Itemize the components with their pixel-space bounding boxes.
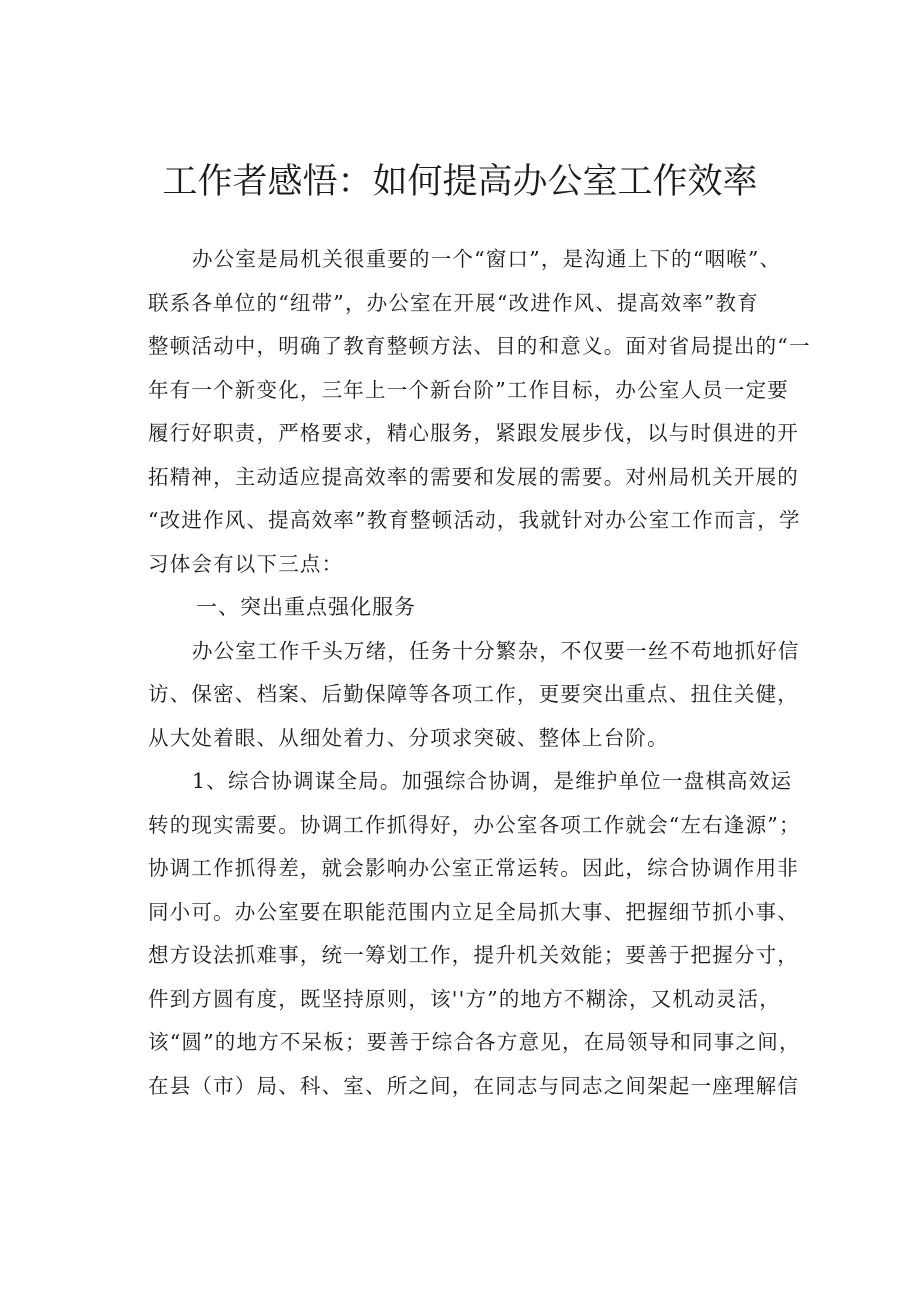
text-line: 联系各单位的“纽带”，办公室在开展“改进作风、提高效率”教育: [148, 290, 759, 315]
text-line: 协调工作抓得差，就会影响办公室正常运转。因此，综合协调作用非: [148, 856, 799, 880]
paragraph-section1: [148, 630, 813, 761]
text-line: 办公室工作千头万绪，任务十分繁杂，不仅要一丝不苟地抓好信: [192, 638, 800, 663]
document-title: 工作者感悟：如何提高办公室工作效率: [162, 162, 758, 202]
text-line: 访、保密、档案、后勤保障等各项工作，更要突出重点、扭住关健，: [148, 682, 799, 706]
text-line: “改进作风、提高效率”教育整顿活动，我就针对办公室工作而言，学: [148, 508, 801, 532]
text-line: 该“圆”的地方不呆板；要善于综合各方意见，在局领导和同事之间，: [148, 1030, 801, 1054]
text-line: 从大处着眼、从细处着力、分项求突破、整体上台阶。: [148, 725, 669, 750]
text-line: 办公室是局机关很重要的一个“窗口”，是沟通上下的“咽喉”、: [192, 247, 782, 271]
text-line: 1、综合协调谋全局。加强综合协调，是维护单位一盘棋高效运: [192, 769, 793, 793]
paragraph-coordination: [148, 760, 813, 1108]
text-line: 想方设法抓难事，统一筹划工作，提升机关效能；要善于把握分寸，: [148, 943, 799, 967]
text-line: 在县（市）局、科、室、所之间，在同志与同志之间架起一座理解信: [148, 1073, 799, 1098]
text-line: 整顿活动中，明确了教育整顿方法、目的和意义。面对省局提出的“一: [148, 334, 811, 358]
text-line: 拓精神，主动适应提高效率的需要和发展的需要。对州局机关开展的: [148, 464, 799, 489]
text-line: 年有一个新变化，三年上一个新台阶”工作目标，办公室人员一定要: [148, 377, 789, 402]
text-line: 同小可。办公室要在职能范围内立足全局抓大事、把握细节抓小事、: [148, 899, 799, 924]
document-body: [148, 238, 813, 1108]
paragraph-intro: [148, 238, 813, 586]
text-line: 习体会有以下三点：: [148, 551, 344, 576]
section-heading: 一、突出重点强化服务: [196, 595, 416, 619]
text-line: 件到方圆有度，既坚持原则，该''方”的地方不糊涂，又机动灵活，: [148, 986, 781, 1011]
text-line: 转的现实需要。协调工作抓得好，办公室各项工作就会“左右逢源”；: [148, 812, 801, 837]
text-line: 履行好职责，严格要求，精心服务，紧跟发展步伐，以与时俱进的开: [148, 421, 799, 445]
